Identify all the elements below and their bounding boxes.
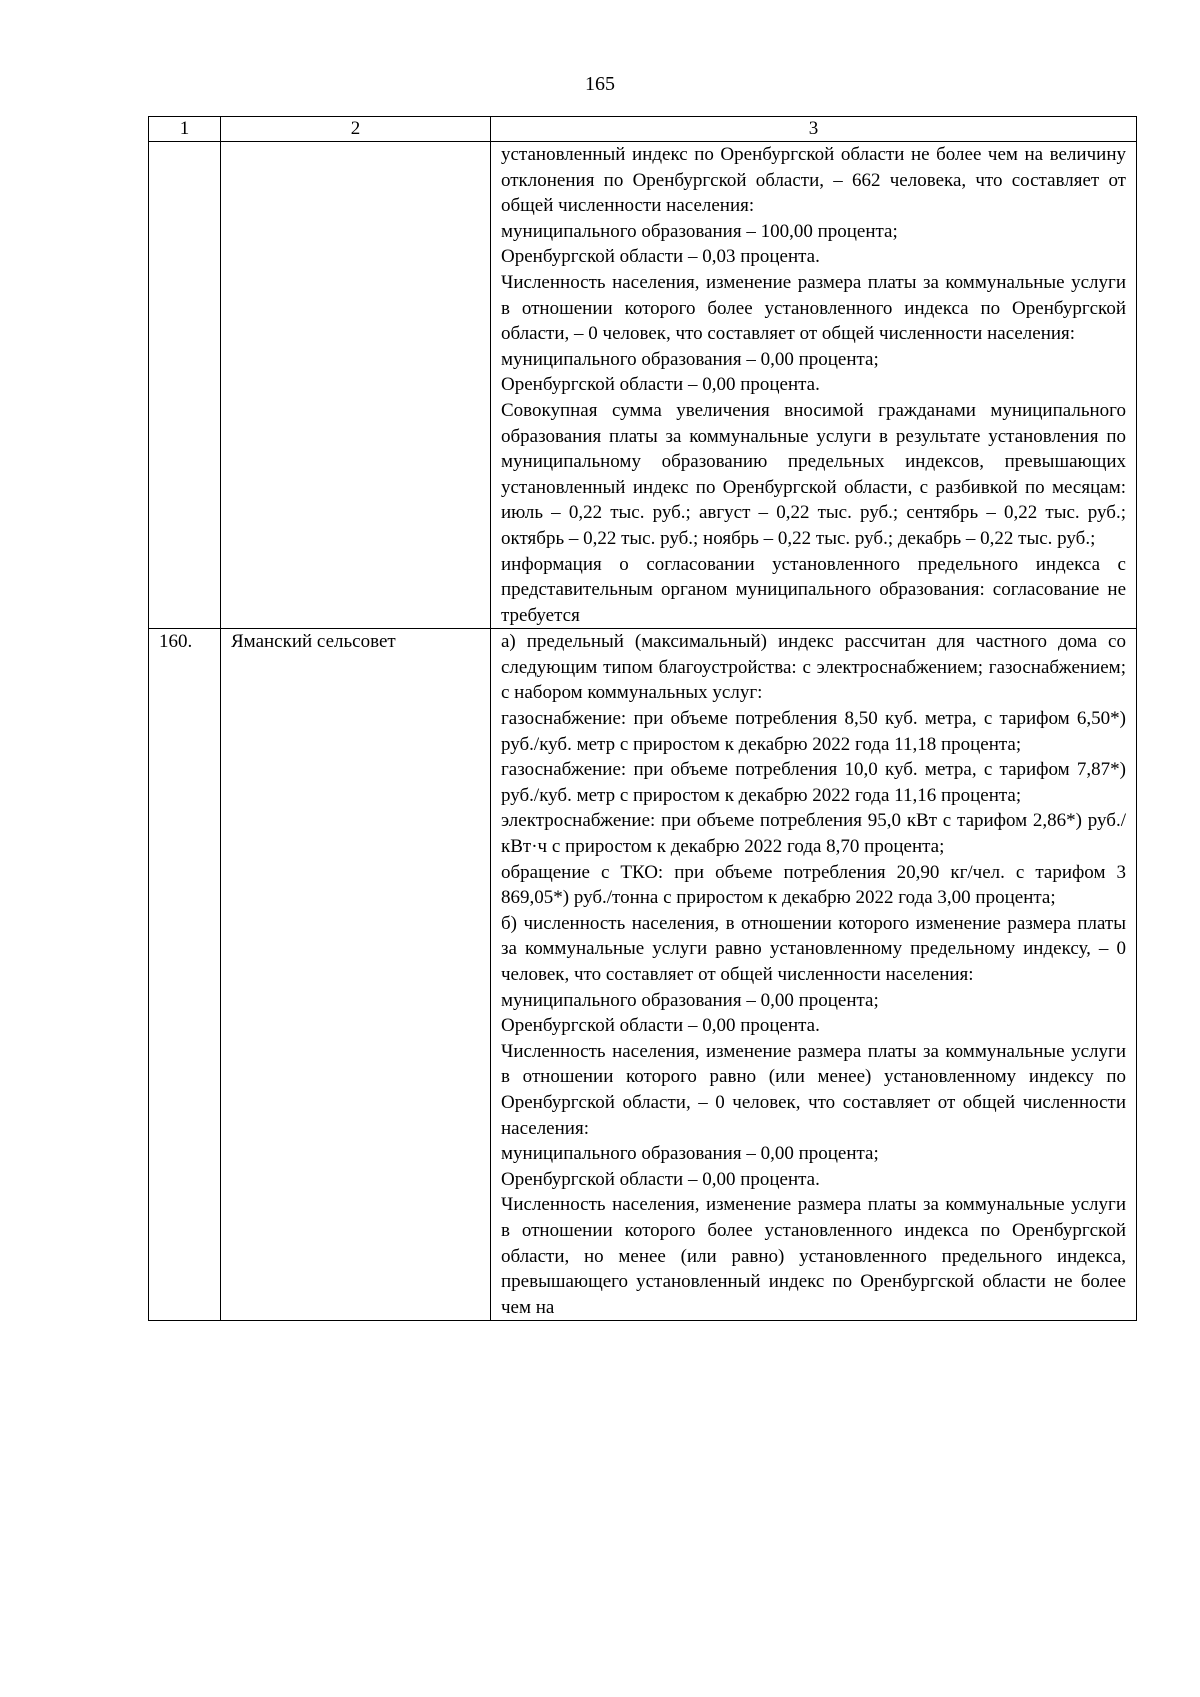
paragraph: Численность населения, изменение размера платы за коммунальные услуги в отношении которого более установленного индекса по Оренбургской области, но менее (или равно) установленного предельного индекса, превышающего установленный индекс по Оренбургской области не более чем на (501, 1194, 1126, 1318)
paragraph: муниципального образования – 100,00 процента; (501, 220, 898, 242)
row-number-cell (149, 142, 221, 629)
paragraph: муниципального образования – 0,00 процента; (501, 989, 879, 1011)
header-cell-1: 1 (149, 117, 221, 142)
paragraph: Оренбургской области – 0,00 процента. (501, 1015, 820, 1037)
content-cell (491, 142, 1137, 629)
header-cell-3: 3 (491, 117, 1137, 142)
row-number-cell: 160. (149, 629, 221, 1321)
paragraph: Оренбургской области – 0,00 процента. (501, 374, 820, 396)
paragraph: электроснабжение: при объеме потребления 95,0 кВт с тарифом 2,86*) руб./кВт·ч с приростом к декабрю 2022 года 8,70 процента; (501, 810, 1126, 858)
paragraph: Численность населения, изменение размера платы за коммунальные услуги в отношении которого более установленного индекса по Оренбургской области, – 0 человек, что составляет от общей численности населения: (501, 271, 1126, 345)
paragraph: а) предельный (максимальный) индекс рассчитан для частного дома со следующим типом благоустройства: с электроснабжением; газоснабжением; с набором коммунальных услуг: (501, 631, 1126, 704)
page-number: 165 (585, 73, 615, 95)
paragraph: обращение с ТКО: при объеме потребления 20,90 кг/чел. с тарифом 3 869,05*) руб./тонна с приростом к декабрю 2022 года 3,00 процента; (501, 861, 1126, 909)
paragraph: газоснабжение: при объеме потребления 10,0 куб. метра, с тарифом 7,87*) руб./куб. метр с приростом к декабрю 2022 года 11,16 процента; (501, 759, 1126, 806)
table-header-row (149, 117, 1137, 142)
paragraph: Оренбургской области – 0,00 процента. (501, 1168, 820, 1190)
indices-table (148, 116, 1137, 1321)
paragraph: установленный индекс по Оренбургской области не более чем на величину отклонения по Оренбургской области, – 662 человека, что составляет от общей численности населения: (501, 144, 1126, 217)
paragraph: б) численность населения, в отношении которого изменение размера платы за коммунальные услуги равно установленному предельному индексу, – 0 человек, что составляет от общей численности населения: (501, 912, 1126, 985)
paragraph: газоснабжение: при объеме потребления 8,50 куб. метра, с тарифом 6,50*) руб./куб. метр с приростом к декабрю 2022 года 11,18 процента; (501, 708, 1126, 755)
paragraph: Численность населения, изменение размера платы за коммунальные услуги в отношении которого равно (или менее) установленному индексу по Оренбургской области, – 0 человек, что составляет от общей численности населения: (501, 1040, 1126, 1139)
paragraph: Совокупная сумма увеличения вносимой гражданами муниципального образования платы за коммунальные услуги в результате установления по муниципальному образованию предельных индексов, превышающих установленный индекс по Оренбургской области, с разбивкой по месяцам: июль – 0,22 тыс. руб.; август – 0,22 тыс. руб.; сентябрь – 0,22 тыс. руб.; октябрь – 0,22 тыс. руб.; ноябрь – 0,22 тыс. руб.; декабрь – 0,22 тыс. руб.; (501, 399, 1126, 549)
header-cell-2: 2 (221, 117, 491, 142)
paragraph: муниципального образования – 0,00 процента; (501, 348, 879, 370)
table-row-160 (149, 629, 1137, 1321)
table-row-continuation (149, 142, 1137, 629)
content-cell (491, 629, 1137, 1321)
municipality-name-cell: Яманский сельсовет (221, 629, 491, 1321)
paragraph: муниципального образования – 0,00 процента; (501, 1143, 879, 1165)
municipality-name-cell (221, 142, 491, 629)
paragraph: Оренбургской области – 0,03 процента. (501, 246, 820, 268)
paragraph: информация о согласовании установленного предельного индекса с представительным органом муниципального образования: согласование не требуется (501, 553, 1126, 626)
